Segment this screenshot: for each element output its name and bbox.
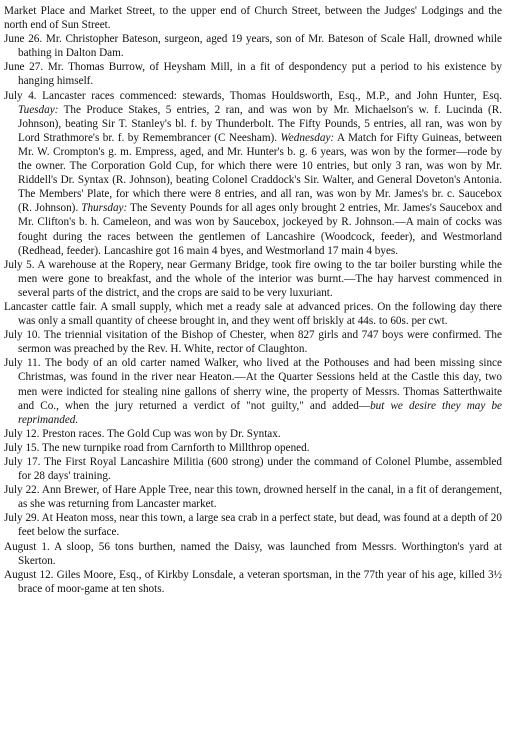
entry-july-10 [4,328,502,356]
entry-july-5-fire [4,258,502,300]
entry-july-12 [4,427,502,441]
entry-august-12 [4,568,502,596]
text-segment: The Produce Stakes, 5 entries, 2 ran, and was won by Mr. Michaelson's w. f. Lucinda (R. Johnson), beating Sir T. Stanley's bl. f. by Thunderbolt. The Fifty Pounds, 5 entries, all ran, was won by Lord Strathmore's br. f. by Remembrancer (C Neesham). [18,103,502,144]
entry-july-22 [4,483,502,511]
text-segment: June 27. Mr. Thomas Burrow, of Heysham Mill, in a fit of despondency put a period to his existence by hanging himself. [4,61,502,88]
italic-text-segment: Thursday: [81,202,128,215]
italic-text-segment: Tuesday: [18,103,59,116]
text-segment: August 12. Giles Moore, Esq., of Kirkby Lonsdale, a veteran sportsman, in the 77th year of his age, killed 3½ brace of moor-game at ten shots. [4,568,502,595]
text-segment: July 4. Lancaster races commenced: stewards, Thomas Houldsworth, Esq., M.P., and John Hunter, Esq. [4,89,502,102]
text-segment: July 5. A warehouse at the Ropery, near Germany Bridge, took fire owing to the tar boiler bursting while the men were gone to breakfast, and the whole of the interior was burnt.—The hay harvest commenced in several parts of the district, and the crops are said to be very luxuriant. [4,258,502,299]
entry-cattle-fair [4,300,502,328]
entry-august-1 [4,540,502,568]
text-segment: The Seventy Pounds for all ages only brought 2 entries, Mr. James's Saucebox and Mr. Clifton's b. h. Cameleon, and was won by Saucebox, jockeyed by R. Johnson.—A main of cocks was fought during the races between the gentlemen of Lancashire (Woodcock, feeder), and Westmorland (Redhead, feeder). Lancashire got 16 main 4 byes, and Westmorland 17 main 4 byes. [18,202,502,257]
italic-text-segment: but we desire they may be reprimanded. [18,399,503,426]
entry-june-27 [4,60,502,88]
text-segment: July 17. The First Royal Lancashire Militia (600 strong) under the command of Colonel Plumbe, assembled for 28 days' training. [4,456,502,483]
entry-june-26 [4,32,502,60]
text-segment: July 15. The new turnpike road from Carnforth to Millthrop opened. [4,441,310,454]
text-segment: June 26. Mr. Christopher Bateson, surgeon, aged 19 years, son of Mr. Bateson of Scale Hall, drowned while bathing in Dalton Dam. [4,33,502,60]
text-segment: Lancaster cattle fair. A small supply, which met a ready sale at advanced prices. On the following day there was only a small quantity of cheese brought in, and they went off briskly at 44s. to 60s. per cwt. [4,300,502,328]
text-segment: A Match for Fifty Guineas, between Mr. W. Crompton's g. m. Empress, aged, and Mr. Hunter's b. g. 6 years, was won by the former—rode by the owner. The Corporation Gold Cup, for which there were 10 entries, but only 3 ran, was won by Mr. Riddell's Dr. Syntax (R. Johnson), beating Colonel Craddock's Sir. Walter, and General Doveton's Antonia. The Members' Plate, for which there were 8 entries, and all ran, was won by Mr. James's br. c. Saucebox (R. Johnson). [18,131,502,215]
text-segment: Market Place and Market Street, to the upper end of Church Street, between the Judges' Lodgings and the north end of Sun Street. [4,5,502,32]
text-segment: July 29. At Heaton moss, near this town, a large sea crab in a perfect state, but dead, was found at a depth of 20 feet below the surface. [4,512,502,539]
entry-july-4-races [4,89,502,258]
text-segment: August 1. A sloop, 56 tons burthen, named the Daisy, was launched from Messrs. Worthington's yard at Skerton. [4,540,502,567]
paragraph-continuation [4,4,502,32]
text-segment: July 10. The triennial visitation of the Bishop of Chester, when 827 girls and 747 boys were confirmed. The sermon was preached by the Rev. H. White, rector of Claughton. [4,329,502,356]
entry-july-11 [4,356,502,426]
entry-july-15 [4,441,502,455]
text-segment: July 11. The body of an old carter named Walker, who lived at the Pothouses and had been missing since Christmas, was found in the river near Heaton.—At the Quarter Sessions held at the Castle this day, two men were indicted for stealing nine gallons of sherry wine, the property of Messrs. Thomas Satterthwaite and Co., when the jury returned a verdict of "not guilty," and added— [4,357,502,412]
italic-text-segment: Wednesday: [280,131,335,144]
text-segment: July 22. Ann Brewer, of Hare Apple Tree, near this town, drowned herself in the canal, in a fit of derangement, as she was returning from Lancaster market. [4,484,502,511]
entry-july-29 [4,511,502,539]
text-segment: July 12. Preston races. The Gold Cup was won by Dr. Syntax. [4,427,281,440]
entry-july-17 [4,455,502,483]
